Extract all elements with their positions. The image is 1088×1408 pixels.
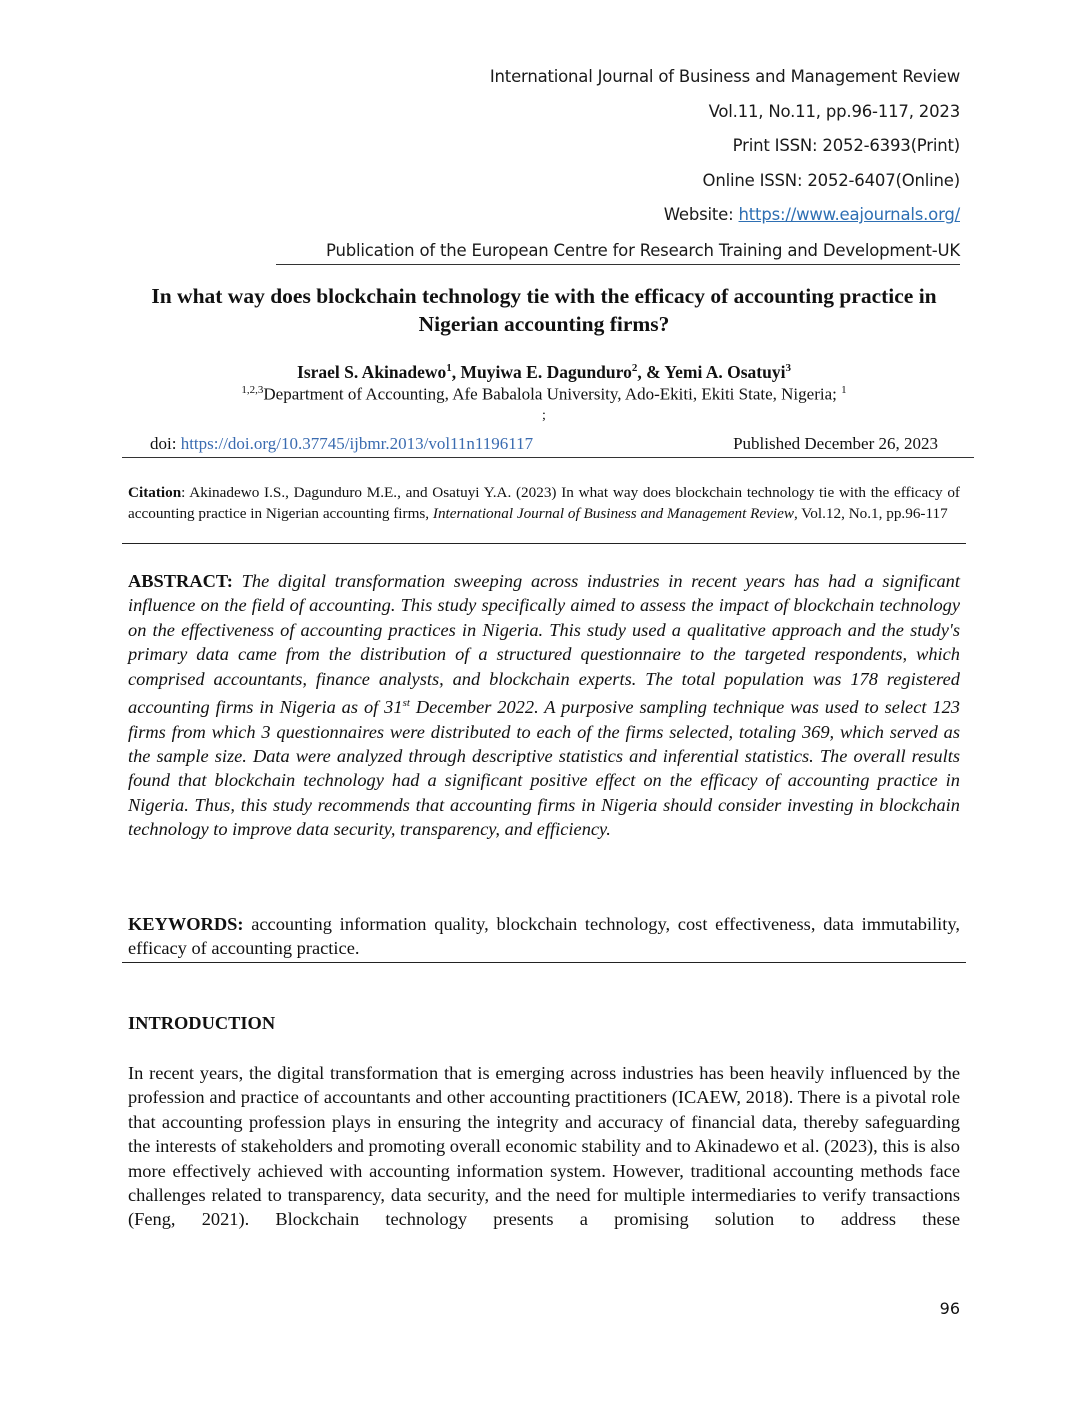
keywords-divider	[122, 962, 966, 963]
author-list	[128, 362, 960, 383]
doi-row	[122, 434, 974, 458]
author-name: Israel S. Akinadewo	[297, 362, 447, 382]
website-label: Website:	[663, 205, 739, 224]
introduction-heading: INTRODUCTION	[128, 1013, 276, 1033]
author-sup: 2	[631, 362, 638, 375]
affiliation	[128, 384, 960, 405]
citation-volume: , Vol.12, No.1, pp.96-117	[793, 504, 948, 522]
author-name: Muyiwa E. Dagunduro	[460, 362, 632, 382]
citation-journal: International Journal of Business and Management Review	[432, 504, 794, 522]
doi-link[interactable]: https://doi.org/10.37745/ijbmr.2013/vol11n1196117	[180, 434, 534, 453]
affiliation-trailing-sup: 1	[841, 384, 847, 396]
keywords-label: KEYWORDS:	[128, 914, 244, 934]
keywords-block	[128, 912, 960, 961]
affiliation-line2: ;	[542, 408, 546, 423]
print-issn: Print ISSN: 2052-6393(Print)	[732, 136, 960, 155]
abstract-text-1: The digital transformation sweeping across industries in recent years has had a significant influence on the field of accounting. This study specifically aimed to assess the impact of blockchain technology on the effectiveness of accounting practices in Nigeria. This study used a qualitative approach and the study's primary data came from the distribution of a structured questionnaire to the targeted respondents, which comprised accountants, finance analysts, and blockchain experts. The total population was 178 registered accounting firms in Nigeria as of 31	[128, 571, 960, 718]
author-sup: 1	[446, 362, 452, 375]
article-title: In what way does blockchain technology tie with the efficacy of accounting practice in Nigerian accounting firms?	[151, 284, 937, 336]
citation-label: Citation	[128, 484, 182, 501]
abstract-block	[128, 569, 960, 842]
affiliation-text: Department of Accounting, Afe Babalola University, Ado-Ekiti, Ekiti State, Nigeria;	[263, 384, 842, 404]
citation-divider	[122, 543, 966, 544]
website-line	[490, 200, 960, 235]
online-issn: Online ISSN: 2052-6407(Online)	[702, 170, 960, 190]
affiliation-sup: 1,2,3	[241, 384, 264, 396]
abstract-ordinal-sup: st	[402, 697, 410, 710]
journal-name: International Journal of Business and Management Review	[489, 67, 960, 86]
author-sup: 3	[785, 362, 791, 375]
author-separator: ,	[451, 362, 461, 382]
journal-header	[490, 62, 960, 235]
page-number: 96	[939, 1299, 960, 1318]
keywords-text: accounting information quality, blockchain technology, cost effectiveness, data immutability, efficacy of accounting practice.	[128, 914, 960, 959]
abstract-text-2: December 2022. A purposive sampling technique was used to select 123 firms from which 3 questionnaires were distributed to each of the firms selected, totaling 369, which served as the sample size. Data were analyzed through descriptive statistics and inferential statistics. The overall results found that blockchain technology had a significant positive effect on the efficacy of accounting practice in Nigeria. Thus, this study recommends that accounting firms in Nigeria should consider investing in blockchain technology to improve data security, transparency, and efficiency.	[128, 697, 960, 840]
volume-info: Vol.11, No.11, pp.96-117, 2023	[708, 101, 960, 121]
published-date: Published December 26, 2023	[733, 434, 938, 453]
website-link[interactable]: https://www.eajournals.org/	[738, 205, 960, 224]
author-separator: , &	[637, 362, 665, 382]
citation-block	[128, 483, 960, 524]
publisher-line: Publication of the European Centre for Research Training and Development-UK	[276, 238, 960, 265]
introduction-paragraph: In recent years, the digital transformation that is emerging across industries has been heavily influenced by the profession and practice of accountants and other accounting practitioners (ICAEW, 2018). There is a pivotal role that accounting profession plays in ensuring the integrity and accuracy of financial data, thereby safeguarding the interests of stakeholders and promoting overall economic stability and to Akinadewo et al. (2023), this is also more effectively achieved with accounting information system. However, traditional accounting methods face challenges related to transparency, data security, and the need for multiple intermediaries to verify transactions (Feng, 2021). Blockchain technology presents a promising solution to address these	[128, 1063, 960, 1230]
doi	[150, 434, 533, 454]
doi-label: doi:	[150, 434, 181, 453]
abstract-label: ABSTRACT:	[128, 571, 233, 591]
citation-text: : Akinadewo I.S., Dagunduro M.E., and Osatuyi Y.A. (2023) In what way does blockchain technology tie with the efficacy of accounting practice in Nigerian accounting firms,	[128, 484, 960, 522]
author-name: Yemi A. Osatuyi	[664, 362, 786, 382]
